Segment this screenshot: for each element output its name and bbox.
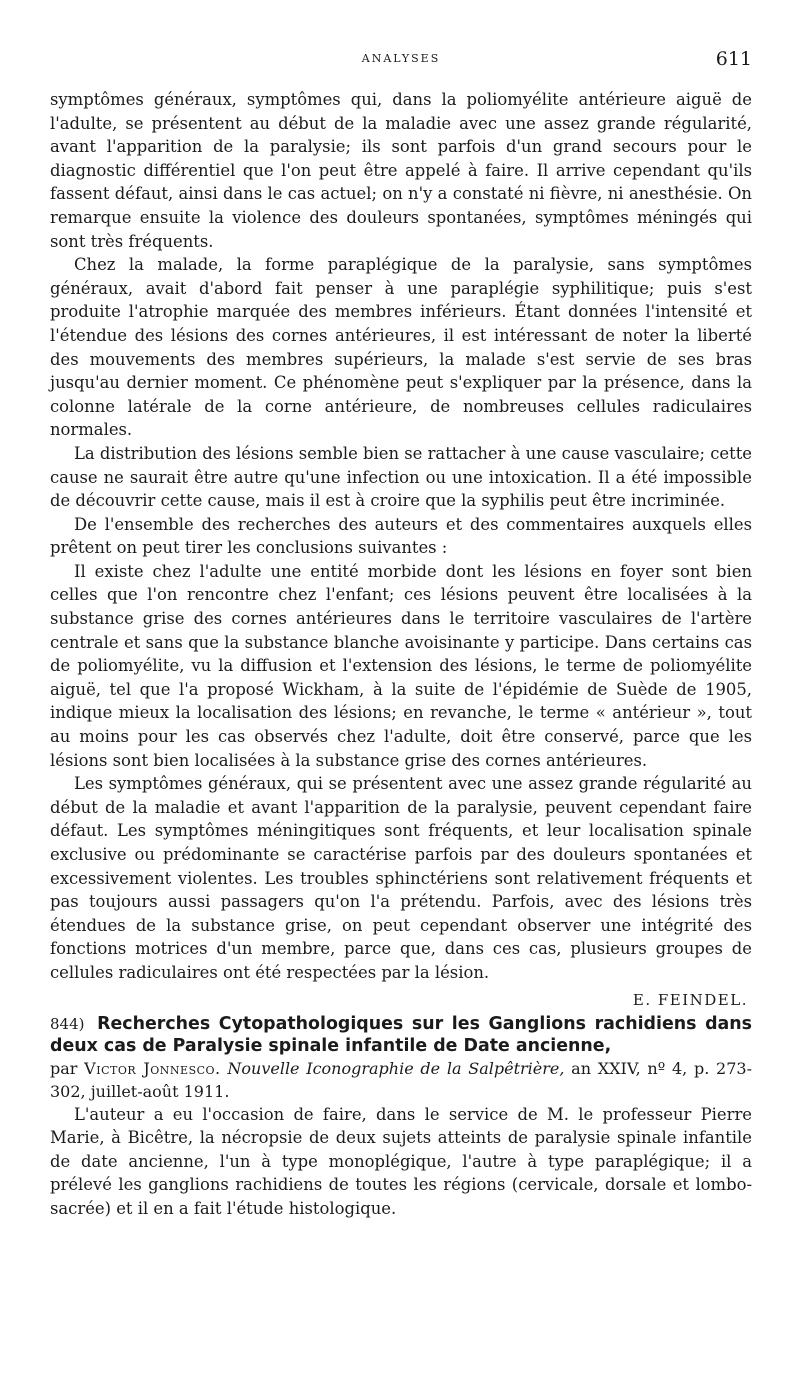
author-signature: E. FEINDEL.	[632, 990, 748, 1009]
paragraph: Chez la malade, la forme paraplégique de la paralysie, sans symptômes généraux, avait d'abord fait penser à une paraplégie syphilitique; puis s'est produite l'atrophie marquée des membres inférieurs. Étant données l'intensité et l'étendue des lésions des cornes antérieures, il est intéressant de noter la liberté des mouvements des membres supérieurs, la malade s'est servie de ses bras jusqu'au dernier moment. Ce phénomène peut s'expliquer par la présence, dans la colonne latérale de la corne antérieure, de nombreuses cellules radiculaires normales.	[50, 255, 752, 440]
abstract-entry	[50, 1013, 752, 1221]
paragraph: symptômes généraux, symptômes qui, dans la poliomyélite antérieure aiguë de l'adulte, se présentent au début de la maladie avec une assez grande régularité, avant l'apparition de la paralysie; ils sont parfois d'un grand secours pour le diagnostic différentiel que l'on peut être appelé à faire. Il arrive cependant qu'ils fassent défaut, ainsi dans le cas actuel; on n'y a constaté ni fièvre, ni anesthésie. On remarque ensuite la violence des douleurs spontanées, symptômes méningés qui sont très fréquents.	[50, 90, 752, 251]
entry-citation	[50, 1057, 752, 1103]
paragraph: Il existe chez l'adulte une entité morbide dont les lésions en foyer sont bien celles que l'on rencontre chez l'enfant; ces lésions peuvent être localisées à la substance grise des cornes antérieures dans le territoire vasculaires de l'artère centrale et sans que la substance blanche avoisinante y participe. Dans certains cas de poliomyélite, vu la diffusion et l'extension des lésions, le terme de poliomyélite aiguë, tel que l'a proposé Wickham, à la suite de l'épidémie de Suède de 1905, indique mieux la localisation des lésions; en revanche, le terme « antérieur », tout au moins pour les cas observés chez l'adulte, doit être conservé, parce que les lésions sont bien localisées à la substance grise des cornes antérieures.	[50, 561, 752, 770]
entry-heading	[50, 1013, 752, 1057]
citation-author: Victor Jonnesco.	[84, 1058, 221, 1078]
page-number: 611	[715, 48, 752, 70]
entry-title: Recherches Cytopathologiques sur les Ganglions rachidiens dans deux cas de Paralysie spinale infantile de Date ancienne,	[50, 1013, 752, 1056]
paragraph: De l'ensemble des recherches des auteurs et des commentaires auxquels elles prêtent on peut tirer les conclusions suivantes :	[50, 514, 752, 558]
body-text	[50, 88, 752, 985]
paragraph: La distribution des lésions semble bien se rattacher à une cause vasculaire; cette cause ne saurait être autre qu'une infection ou une intoxication. Il a été impossible de découvrir cette cause, mais il est à croire que la syphilis peut être incriminée.	[50, 443, 752, 511]
running-header	[50, 48, 752, 74]
citation-details: an XXIV, nº 4, p. 273-302, juillet-août 1911.	[50, 1058, 752, 1101]
citation-journal: Nouvelle Iconographie de la Salpêtrière,	[227, 1058, 565, 1078]
entry-number: 844)	[50, 1014, 85, 1033]
entry-body: L'auteur a eu l'occasion de faire, dans le service de M. le professeur Pierre Marie, à Bicêtre, la nécropsie de deux sujets atteints de paralysie spinale infantile de date ancienne, l'un à type monoplégique, l'autre à type paraplégique; il a prélevé les ganglions rachidiens de toutes les régions (cervicale, dorsale et lombo-sacrée) et il en a fait l'étude histologique.	[50, 1104, 752, 1218]
running-title: ANALYSES	[361, 52, 441, 65]
citation-prefix: par	[50, 1058, 78, 1078]
paragraph: Les symptômes généraux, qui se présentent avec une assez grande régularité au début de la maladie et avant l'apparition de la paralysie, peuvent cependant faire défaut. Les symptômes méningitiques sont fréquents, et leur localisation spinale exclusive ou prédominante se caractérise parfois par des douleurs spontanées et excessivement violentes. Les troubles sphinctériens sont relativement fréquents et pas toujours aussi passagers qu'on l'a prétendu. Parfois, avec des lésions très étendues de la substance grise, on peut cependant observer une intégrité des fonctions motrices d'un membre, parce que, dans ces cas, plusieurs groupes de cellules radiculaires ont été respectées par la lésion.	[50, 774, 752, 982]
